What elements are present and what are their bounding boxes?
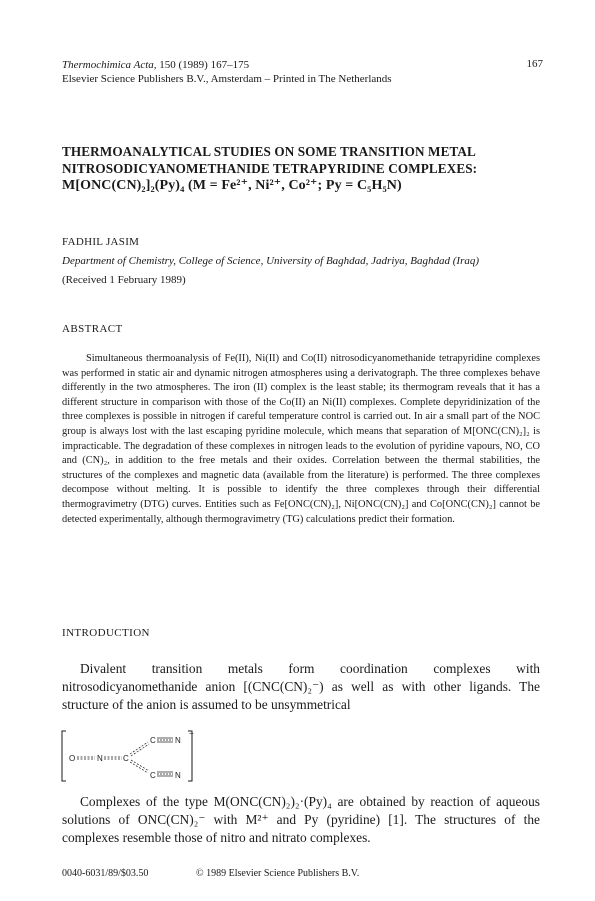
- anion-structure-diagram: [60, 727, 195, 785]
- atom-o: O: [69, 754, 76, 763]
- introduction-heading: INTRODUCTION: [62, 627, 150, 639]
- introduction-paragraph-2: Complexes of the type M(ONC(CN)₂)₂·(Py)₄ are obtained by reaction of aqueous solutions of ONC(CN)₂⁻ with M²⁺ and Py (pyridine) [1]. The structures of the complexes resemble those of nitro and nitrato complexes.: [62, 794, 540, 845]
- atom-c-top: C: [150, 736, 156, 745]
- footer-issn-code: 0040-6031/89/$03.50: [62, 868, 149, 879]
- journal-citation: [62, 58, 542, 72]
- title-line-3: M[ONC(CN)₂]₂(Py)₄ (M = Fe²⁺, Ni²⁺, Co²⁺; Py = C₅H₅N): [62, 178, 402, 193]
- right-bracket: [188, 731, 192, 781]
- journal-volume: 150 (1989) 167–175: [159, 59, 250, 71]
- abstract-text: Simultaneous thermoanalysis of Fe(II), Ni(II) and Co(II) nitrosodicyanomethanide tetrapyridine complexes was performed in static air and dynamic nitrogen atmospheres using a derivatograph. The three complexes behave differently in the two atmospheres. The iron (II) complex is the least stable; its thermogram reveals that it has a different structure in comparison with those of the Co(II) an Ni(II) complexes. Complete depyridinization of the three complexes is possible in nitrogen if careful temperature control is carried out. In air a small part of the NOC group is always lost with the last escaping pyridine molecule, which means that separation of M[ONC(CN)₂]₂ is impracticable. The degradation of these complexes in nitrogen leads to the evolution of pyridine vapours, NO, CO and (CN)₂, in addition to the free metals and their oxides. Correlation between the thermal stabilities, the structures of the complexes and magnetic data (available from the literature) is performed. The three complexes decompose without melting. It is possible to identify the three complexes through their differential thermogravimetry (DTG) curves. Entities such as Fe[ONC(CN)₂], Ni[ONC(CN)₂] and Co[ONC(CN)₂] cannot be detected experimentally, although thermogravimetry (TG) calculations predict their formation.: [62, 353, 540, 525]
- author-affiliation: Department of Chemistry, College of Science, University of Baghdad, Jadriya, Baghdad (Iraq): [62, 255, 480, 267]
- introduction-paragraph-1: Divalent transition metals form coordination complexes with nitrosodicyanomethanide anion [(CNC(CN)₂⁻) as well as with other ligands. The structure of the anion is assumed to be unsymmetrical: [62, 661, 540, 712]
- title-line-2: NITROSODICYANOMETHANIDE TETRAPYRIDINE COMPLEXES:: [62, 161, 478, 176]
- atom-c-center: C: [123, 754, 129, 763]
- atom-n-top: N: [175, 736, 181, 745]
- received-date: (Received 1 February 1989): [62, 274, 186, 286]
- left-bracket: [62, 731, 66, 781]
- author-name: FADHIL JASIM: [62, 236, 140, 248]
- footer-copyright: © 1989 Elsevier Science Publishers B.V.: [196, 868, 360, 879]
- atom-n: N: [97, 754, 103, 763]
- publisher-line: Elsevier Science Publishers B.V., Amsterdam – Printed in The Netherlands: [62, 73, 392, 85]
- charge-label: −: [189, 729, 194, 738]
- page-number: 167: [526, 58, 543, 70]
- journal-name: Thermochimica Acta,: [62, 59, 157, 71]
- atom-n-bottom: N: [175, 771, 181, 780]
- paper-title: [62, 143, 552, 194]
- abstract-heading: ABSTRACT: [62, 323, 123, 335]
- atom-c-bottom: C: [150, 771, 156, 780]
- title-line-1: THERMOANALYTICAL STUDIES ON SOME TRANSITION METAL: [62, 144, 476, 159]
